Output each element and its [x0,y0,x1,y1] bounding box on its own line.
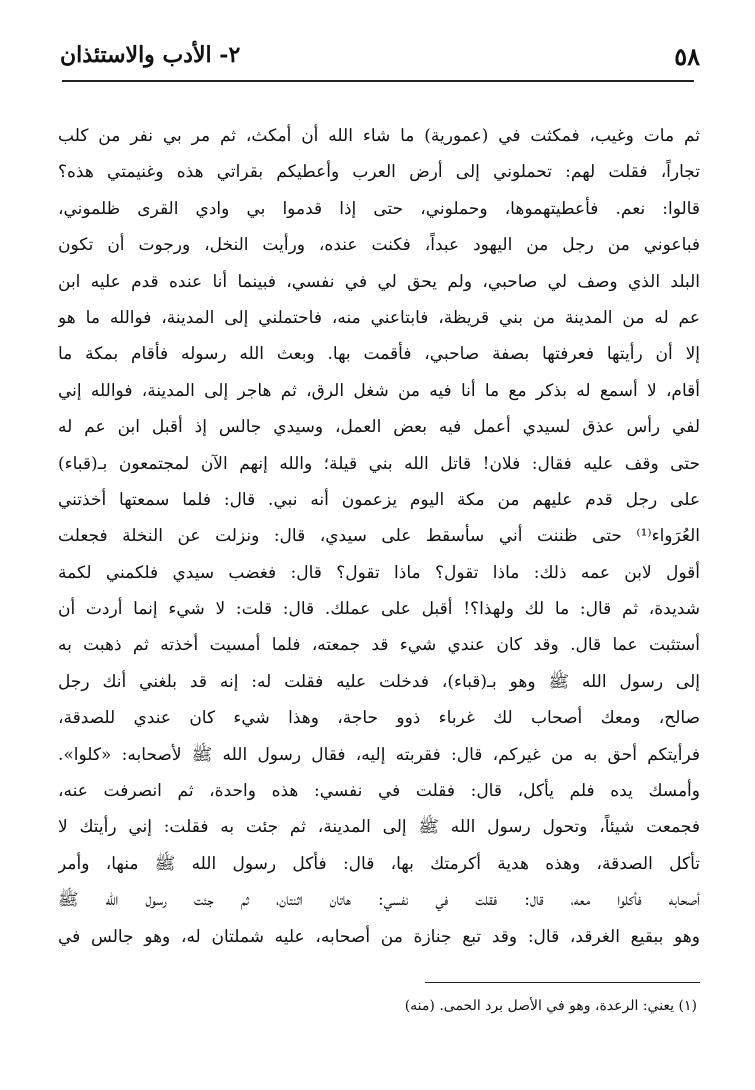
text-line: العُرَواء⁽¹⁾ حتى ظننت أني سأسقط على سيدي، قال: ونزلت عن النخلة فجعلت [58,526,700,547]
text-line: عم له من المدينة من بني قريظة، فابتاعني منه، فاحتملني إلى المدينة، فوالله ما هو [58,307,700,328]
text-line: البلد الذي وصف لي صاحبي، ولم يحق لي في نفسي، فبينما أنا عنده قدم عليه ابن [58,271,700,292]
body-text [58,118,700,955]
text-line: ثم مات وغيب، فمكثت في (عمورية) ما شاء الله أن أمكث، ثم مر بي نفر من كلب [58,126,700,146]
text-line: إلا أن رأيتها فعرفتها بصفة صاحبي، فأقمت بها. وبعث الله رسوله فأقام بمكة ما [58,344,700,365]
text-line: حتى وقف عليه فقال: فلان! قاتل الله بني قيلة؛ والله إنهم الآن لمجتمعون بـ(قباء) [58,453,700,474]
text-line: وهو ببقيع الغرقد، قال: وقد تبع جنازة من أصحابه، عليه شملتان له، وهو جالس في [58,926,700,947]
text-line: إلى رسول الله ﷺ وهو بـ(قباء)، فدخلت عليه فقلت له: إنه قد بلغني أنك رجل [58,671,700,692]
text-line: أقام، لا أسمع له بذكر مع ما أنا فيه من شغل الرق، ثم هاجر إلى المدينة، فوالله إني [58,380,700,401]
text-line: فرأيتكم أحق به من غيركم، قال: فقربته إليه، فقال رسول الله ﷺ لأصحابه: «كلوا». [58,744,700,765]
text-line: وأمسك يده فلم يأكل، قال: فقلت في نفسي: هذه واحدة، ثم انصرفت عنه، [58,781,700,802]
text-line: تأكل الصدقة، وهذه هدية أكرمتك بها، قال: فأكل رسول الله ﷺ منها، وأمر [58,853,700,874]
text-line: فجمعت شيئاً، وتحول رسول الله ﷺ إلى المدينة، ثم جئت به فقلت: إني رأيتك لا [58,817,700,838]
text-line: فباعوني من رجل من اليهود عبداً، فكنت عنده، ورأيت النخل، ورجوت أن تكون [58,235,700,256]
text-line: تجاراً، فقلت لهم: تحملوني إلى أرض العرب وأعطيكم بقراتي هذه وغنيمتي هذه؟ [58,162,700,183]
text-line: على رجل قدم عليهم من مكة اليوم يزعمون أنه نبي. قال: فلما سمعتها أخذتني [58,489,700,510]
footnote-rule [425,982,700,983]
text-line: لفي رأس عذق لسيدي أعمل فيه بعض العمل، وسيدي جالس إذ أقبل ابن عم له [58,417,700,438]
page-header [60,40,700,76]
text-line: أقول لابن عمه ذلك: ماذا تقول؟ ماذا تقول؟ قال: فغضب سيدي فلكمني لكمة [58,562,700,583]
page-number: ٥٨ [674,42,700,71]
header-rule [62,80,694,82]
text-line: قالوا: نعم. فأعطيتهموها، وحملوني، حتى إذا قدموا بي وادي القرى ظلموني، [58,198,700,219]
text-line: شديدة، ثم قال: ما لك ولهذا؟! أقبل على عملك. قال: قلت: لا شيء إنما أردت أن [58,599,700,620]
text-line: أصحابه فأكلوا معه، قال: فقلت في نفسي: هاتان اثنتان، ثم جئت رسول الله ﷺ [58,890,700,911]
footnote: (١) يعني: الرعدة، وهو في الأصل برد الحمى. (منه) [404,998,697,1014]
text-line: أستثبت عما قال. وقد كان عندي شيء قد جمعته، فلما أمسيت أخذته ثم ذهبت به [58,635,700,656]
text-line: صالح، ومعك أصحاب لك غرباء ذوو حاجة، وهذا شيء كان عندي للصدقة، [58,708,700,729]
running-title: ٢- الأدب والاستئذان [60,42,241,68]
